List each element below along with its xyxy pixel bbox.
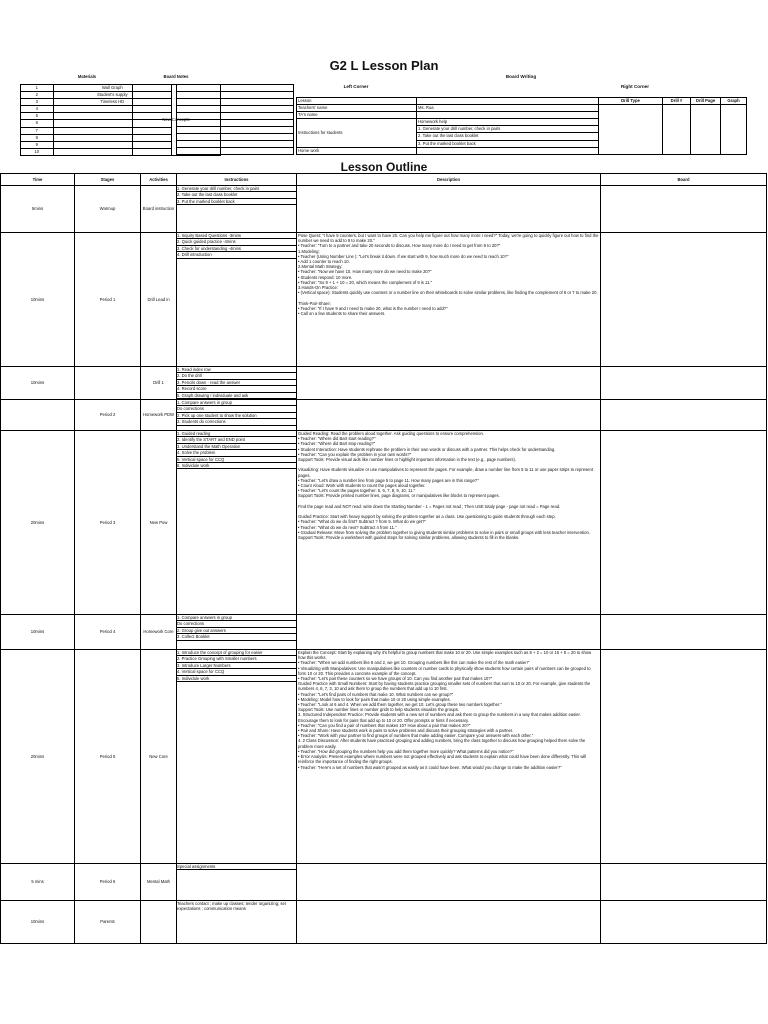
material-number: 3 [21, 99, 54, 106]
stages-header: Stages [75, 174, 141, 186]
instruction-item: 2. Identify the START and END point [177, 437, 296, 443]
description-text: Pose Quest: "I have 9 counters, but I want to have 20. Can you help me figure out how many more I need?" Today, we're going to quickly figure out how to find the number we need to add to 9 to make 20." • Teacher: "Turn to a partner and take 20 seconds to discuss. How many more do I need to get from 9 to 20?" 1.Modeling: • Teacher (Using Number Line ): "Let's break it down. If we start with 9, how much more do we need to reach 10?" • Add 1 counter to reach 10. 2.Mental Math Strategy: • Teacher: "Now we have 10. How many more do we need to make 20?" • Students respond: 10 more. • Teacher: "So 9 + 1 + 10 = 20, which means the complement of 9 is 11." 3.Hands-On Practice: • (Vertical space): Students quickly use counters or a number line on their whiteboards to solve similar problems, like finding the complement of 8 or 7 to make 20. Think-Pair-Share: • Teacher: "If I have 9 and I need to make 20, what is the number I need to add?" • Call on a few students to share their answers. [298, 233, 599, 317]
instruction-item: 2. Do the drill [177, 373, 296, 379]
outline-row [1, 400, 767, 431]
row-description [297, 901, 601, 944]
row-board [601, 233, 767, 367]
instruction-item: Special assignments [177, 864, 296, 870]
outline-row [1, 431, 767, 615]
row-board [601, 431, 767, 615]
instruction-item: 3. Understand the Math Operation [177, 444, 296, 450]
homework-label: Home work [297, 147, 417, 154]
row-description [297, 650, 601, 864]
materials-header: Materials [77, 74, 97, 79]
row-description [297, 864, 601, 901]
description-text: Guided Reading: Read the problem aloud together. Ask guiding questions to ensure comprehension. • Teacher: "Where did Bart start reading?" • Teacher: "Where did Bart stop reading?" • Student Interaction: Have students rephrase the problem in their own words or discuss with a partner. This helps check for understanding. • Teacher: "Can you explain the problem in your own words?" Support Tools: Provide visual aids like number lines or highlight important information in the text (e.g., page numbers). Visualizing: Have students visualize or use manipulatives to represent the pages. For example, draw a number line from 5 to 11 or use paper strips to represent pages. • Teacher: "Let's draw a number line from page 5 to page 11. How many pages are in this range?" • Count Aloud: Work with students to count the pages aloud together. • Teacher: "Let's count the pages together: 5, 6, 7, 8, 9, 10, 11." Support Tools: Provide printed number lines, page diagrams, or manipulatives like blocks to represent pages. Find the page read and NOT read: write down the Starting Number - 1 = Pages not read ; Then USE totaly page - page not read = Page read. Guided Practice: Start with heavy support by solving the problem together as a class. Use questioning to guide students through each step. • Teacher: "What do we do first? Subtract ? from 5. What do we get?" • Teacher: "What do we do next? Subtract 4 from 11." • Gradual Release: Move from solving the problem together to giving students similar problems to solve in pairs or small groups with less teacher intervention. Support Tools: Provide a worksheet with guided steps for solving similar problems, allowing students to fill in the blanks. [298, 431, 593, 541]
row-board [601, 400, 767, 431]
instruction-item: Do corrections [177, 621, 296, 627]
instruction-item: 3. Students do corrections [177, 419, 296, 425]
row-board [601, 650, 767, 864]
ta-label: TA's name [297, 112, 417, 119]
outline-row [1, 901, 767, 944]
material-number: 9 [21, 141, 54, 148]
row-activity: Drill Lead in [141, 233, 177, 367]
drill-page-header: Drill Page [691, 98, 721, 105]
row-activity: Board instruction [141, 186, 177, 233]
row-stage: Period 3 [75, 431, 141, 615]
time-header: Time [1, 174, 75, 186]
lesson-outline-title: Lesson Outline [340, 160, 428, 174]
board-notes-lines [176, 84, 294, 155]
instruction-line: 3. Put the marked booklet back [417, 140, 599, 147]
instruction-item: 1. Compare answers in group [177, 615, 296, 621]
row-stage: Period 5 [75, 650, 141, 864]
row-stage: Period 4 [75, 615, 141, 650]
row-activity: Mental Math [141, 864, 177, 901]
row-time: 5 mins [1, 864, 75, 901]
teacher-value: Ms. Rua [417, 105, 599, 112]
instruction-line: 2. Take out the last class booklet [417, 133, 599, 140]
instructions-header: Instructions [177, 174, 297, 186]
material-number: 8 [21, 134, 54, 141]
outline-row [1, 615, 767, 650]
row-time: 10mins [1, 367, 75, 400]
activities-header: Activities [141, 174, 177, 186]
row-description [297, 367, 601, 400]
instruction-item: Teachers contact ; make up classes; tender organizing; set expectations ; communication means [177, 901, 286, 912]
material-number: 1 [21, 85, 54, 92]
instruction-item: 6. Individule work [177, 463, 296, 469]
instruction-item: 4. Record score [177, 386, 296, 392]
outline-row [1, 367, 767, 400]
material-number: 10 [21, 148, 54, 155]
outline-row [1, 186, 767, 233]
row-activity [141, 901, 177, 944]
right-corner-table [598, 97, 747, 155]
row-activity: Homework PDW [141, 400, 177, 431]
row-description [297, 186, 601, 233]
lesson-outline-table [0, 173, 767, 944]
left-corner-header: Left Corner [343, 84, 369, 89]
row-description [297, 233, 601, 367]
row-instructions [177, 431, 297, 615]
row-instructions [177, 367, 297, 400]
material-number: 5 [21, 113, 54, 120]
instruction-item: 3. Introduce Larger Numbers [177, 663, 296, 669]
row-time: 10mins [1, 901, 75, 944]
row-stage: Parents [75, 901, 141, 944]
row-board [601, 186, 767, 233]
description-header: Description [297, 174, 601, 186]
outline-row [1, 650, 767, 864]
lesson-value [417, 98, 599, 105]
material-number: 4 [21, 106, 54, 113]
instruction-item: 2. Quick guided practice -4mins [177, 239, 296, 245]
row-stage [75, 367, 141, 400]
instruction-item: 4. Drill introduction [177, 252, 296, 258]
instruction-item: 2. Pick up one student to show the solution [177, 413, 296, 419]
graph-header: Graph [721, 98, 747, 105]
instruction-item: 2. Practice Grouping with Smaller numbers [177, 656, 296, 662]
board-header: Board [601, 174, 767, 186]
lesson-label: Lesson [297, 98, 417, 105]
row-time: 10mins [1, 615, 75, 650]
row-stage: Period 2 [75, 400, 141, 431]
row-time: 10mins [1, 233, 75, 367]
row-instructions [177, 400, 297, 431]
row-instructions [177, 650, 297, 864]
page-title: G2 L Lesson Plan [329, 58, 439, 73]
row-stage: Period 6 [75, 864, 141, 901]
instruction-item: 1. Inquiry Based Questions -3mins [177, 233, 296, 239]
material-item: Wall Graph [53, 85, 171, 92]
row-stage: Period 1 [75, 233, 141, 367]
number-header [20, 74, 42, 80]
board-notes-header: Board Notes [163, 74, 189, 79]
instruction-line: 1. Generate your drill number, check in pairs [417, 126, 599, 133]
row-time: 20mins [1, 650, 75, 864]
instruction-item: 1. Read index row [177, 367, 296, 373]
row-activity: New Pow [141, 431, 177, 615]
description-text: Explain the Concept: Start by explaining why it's helpful to group numbers that make 10 or 20. Use simple examples such as 8 + 2 = 10 or 15 + 5 = 20 to show how this works. • Teacher: "When we add numbers like 8 and 2, we get 10. Grouping numbers like this can make the rest of the math easier!" • Visualizing with Manipulatives: Use manipulatives like counters or number cards to physically show students how certain pairs of numbers can be grouped to form 10 or 20. This provides a concrete example of the concept. • Teacher: "Let's pair these counters so we have groups of 10. Can you find another pair that makes 10?" Guided Practice with Small Numbers: Start by having students practice grouping smaller sets of numbers that sum to 10 or 20. For example, give students the numbers 4, 6, 7, 3, 10 and ask them to group the numbers that add up to 10 first. • Teacher: "Let's find pairs of numbers that make 10. What numbers can we group?" • Modeling: Model how to look for pairs that make 10 or 20 using simple examples. • Teacher: "Look at 6 and 4. When we add them together, we get 10. Let's group these two numbers together." Support Tools: Use number lines or number grids to help students visualize the groups. 3. Structured Independent Practice: Provide students with a new set of numbers and ask them to group the numbers in a way that makes addition easier. Encourage them to look for pairs that add up to 10 or 20. Offer prompts or hints if necessary. • Teacher: "Can you find a pair of numbers that makes 10? How about a pair that makes 20?" • Pair and Share: Have students work in pairs to solve problems and discuss their grouping strategies with a partner. • Teacher: "Work with your partner to find groups of numbers that make adding easier. Compare your answers with each other." 4. 2 Class Discussion: After students have practiced grouping and adding numbers, bring the class together to discuss how grouping helped them solve the problem more easily. • Teacher: "How did grouping the numbers help you add them together more quickly? What patterns did you notice?" • Error Analysis: Present examples where numbers were not grouped effectively and ask students to explain what could have been done differently. This will reinforce the importance of finding the right groups. • Teacher: "Here's a set of numbers that wasn't grouped as easily as it could have been. What would you change to make the addition easier?" [298, 650, 592, 770]
instruction-item: 1. Guided reading [177, 431, 296, 437]
row-instructions [177, 615, 297, 650]
board-notes-cell: New Concepts [132, 85, 220, 156]
row-description [297, 431, 601, 615]
teacher-label: Teachers' name [297, 105, 417, 112]
instructions-label: Instructions for students [297, 119, 417, 147]
material-number: 7 [21, 127, 54, 134]
board-writing-header: Board Writing [505, 74, 537, 79]
drill-type-header: Drill Type [599, 98, 663, 105]
row-board [601, 864, 767, 901]
instruction-item: 1. Compare answers in group [177, 400, 296, 406]
instruction-item: 3. Pencils down - read the answer [177, 380, 296, 386]
row-instructions [177, 901, 297, 944]
instruction-item: 3. Collect Booklet [177, 634, 296, 640]
row-time: 20mins [1, 431, 75, 615]
instruction-item: 5. Graph drawing / individuale and ask [177, 393, 296, 399]
material-number: 6 [21, 120, 54, 127]
material-item: Timeless HD [53, 99, 171, 106]
right-corner-header: Right Corner [620, 84, 650, 89]
row-time: 5mins [1, 186, 75, 233]
outline-row [1, 233, 767, 367]
instruction-item: Do corrections [177, 406, 296, 412]
drill-number-header: Drill # [663, 98, 691, 105]
instruction-item: 4. Vertical space for CCQ [177, 669, 296, 675]
row-time [1, 400, 75, 431]
instruction-item: 2. Take out the last class booklet [177, 192, 296, 198]
row-activity: Drill 1 [141, 367, 177, 400]
instruction-item: 3. Put the marked booklet back [177, 199, 296, 205]
instruction-item: 1. Generate your drill number, check in pairs [177, 186, 296, 192]
row-instructions [177, 186, 297, 233]
row-description [297, 615, 601, 650]
ta-value [417, 112, 599, 119]
row-activity: Homework Core [141, 615, 177, 650]
instruction-item: 1. Introduce the concept of grouping for easier [177, 650, 296, 656]
row-instructions [177, 864, 297, 901]
row-board [601, 901, 767, 944]
homework-value [417, 147, 599, 154]
row-instructions [177, 233, 297, 367]
material-number: 2 [21, 92, 54, 99]
instruction-item: 3. Check for understanding -4mins [177, 246, 296, 252]
row-board [601, 615, 767, 650]
instruction-item: 5. Vertical space for CCQ [177, 457, 296, 463]
left-corner-table [296, 97, 599, 155]
row-description [297, 400, 601, 431]
instruction-item: 2. Group give out answers [177, 628, 296, 634]
instruction-item: 5. Individule work [177, 676, 296, 682]
materials-table [20, 74, 220, 80]
row-board [601, 367, 767, 400]
material-item: Student's supply [53, 92, 171, 99]
instruction-line: Homework help [417, 119, 599, 126]
row-stage: Warmup [75, 186, 141, 233]
instruction-item: 4. Solve the problem [177, 450, 296, 456]
outline-row [1, 864, 767, 901]
row-activity: New Core [141, 650, 177, 864]
